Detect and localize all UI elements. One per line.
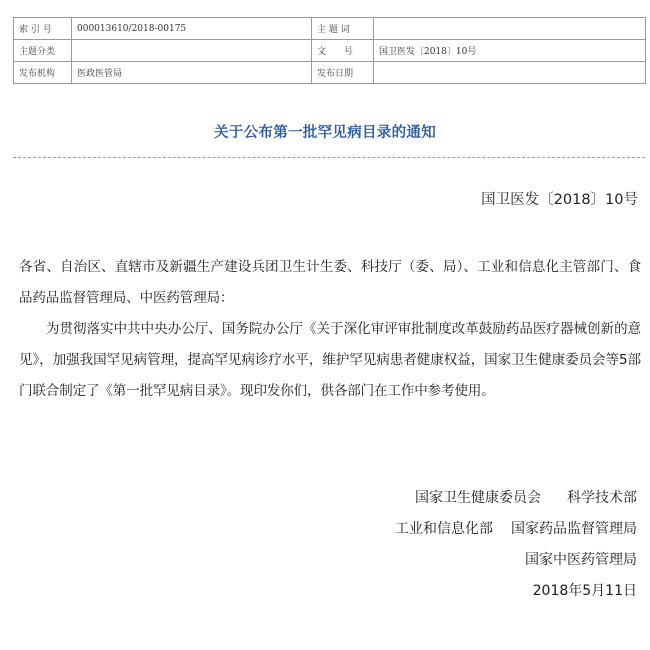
category-value [72,40,312,62]
signatory-row [307,576,637,607]
meta-row [14,40,646,62]
issuer-label: 发布机构 [14,62,72,84]
meta-row [14,18,646,40]
date-label: 发布日期 [312,62,374,84]
dashed-divider [13,157,645,158]
signatory-org: 工业和信息化部 [395,521,493,537]
meta-row [14,62,646,84]
notice-title: 关于公布第一批罕见病目录的通知 [214,125,436,141]
signatory-row [307,514,637,545]
signatory-org: 科学技术部 [567,490,637,506]
signatory-org: 国家卫生健康委员会 [415,490,541,506]
signatory-row [307,483,637,514]
document-meta-table [13,17,646,84]
signatory-row [307,545,637,576]
signatory-block [307,483,637,607]
index-label: 索 引 号 [14,18,72,40]
subject-value [374,18,646,40]
sign-date: 2018年5月11日 [532,583,637,599]
date-value [374,62,646,84]
issuer-value: 医政医管局 [72,62,312,84]
docno-value: 国卫医发〔2018〕10号 [374,40,646,62]
notice-body [19,252,641,407]
salutation: 各省、自治区、直辖市及新疆生产建设兵团卫生计生委、科技厅（委、局）、工业和信息化主管部门、食品药品监督管理局、中医药管理局： [19,259,641,306]
signatory-org: 国家中医药管理局 [525,552,637,568]
main-paragraph: 为贯彻落实中共中央办公厅、国务院办公厅《关于深化审评审批制度改革鼓励药品医疗器械创新的意见》，加强我国罕见病管理，提高罕见病诊疗水平，维护罕见病患者健康权益，国家卫生健康委员会等5部门联合制定了《第一批罕见病目录》。现印发你们，供各部门在工作中参考使用。 [19,321,641,399]
document-number: 国卫医发〔2018〕10号 [481,192,638,208]
docno-label: 文 号 [312,40,374,62]
index-value: 000013610/2018-00175 [72,18,312,40]
signatory-org: 国家药品监督管理局 [511,521,637,537]
subject-label: 主 题 词 [312,18,374,40]
category-label: 主题分类 [14,40,72,62]
